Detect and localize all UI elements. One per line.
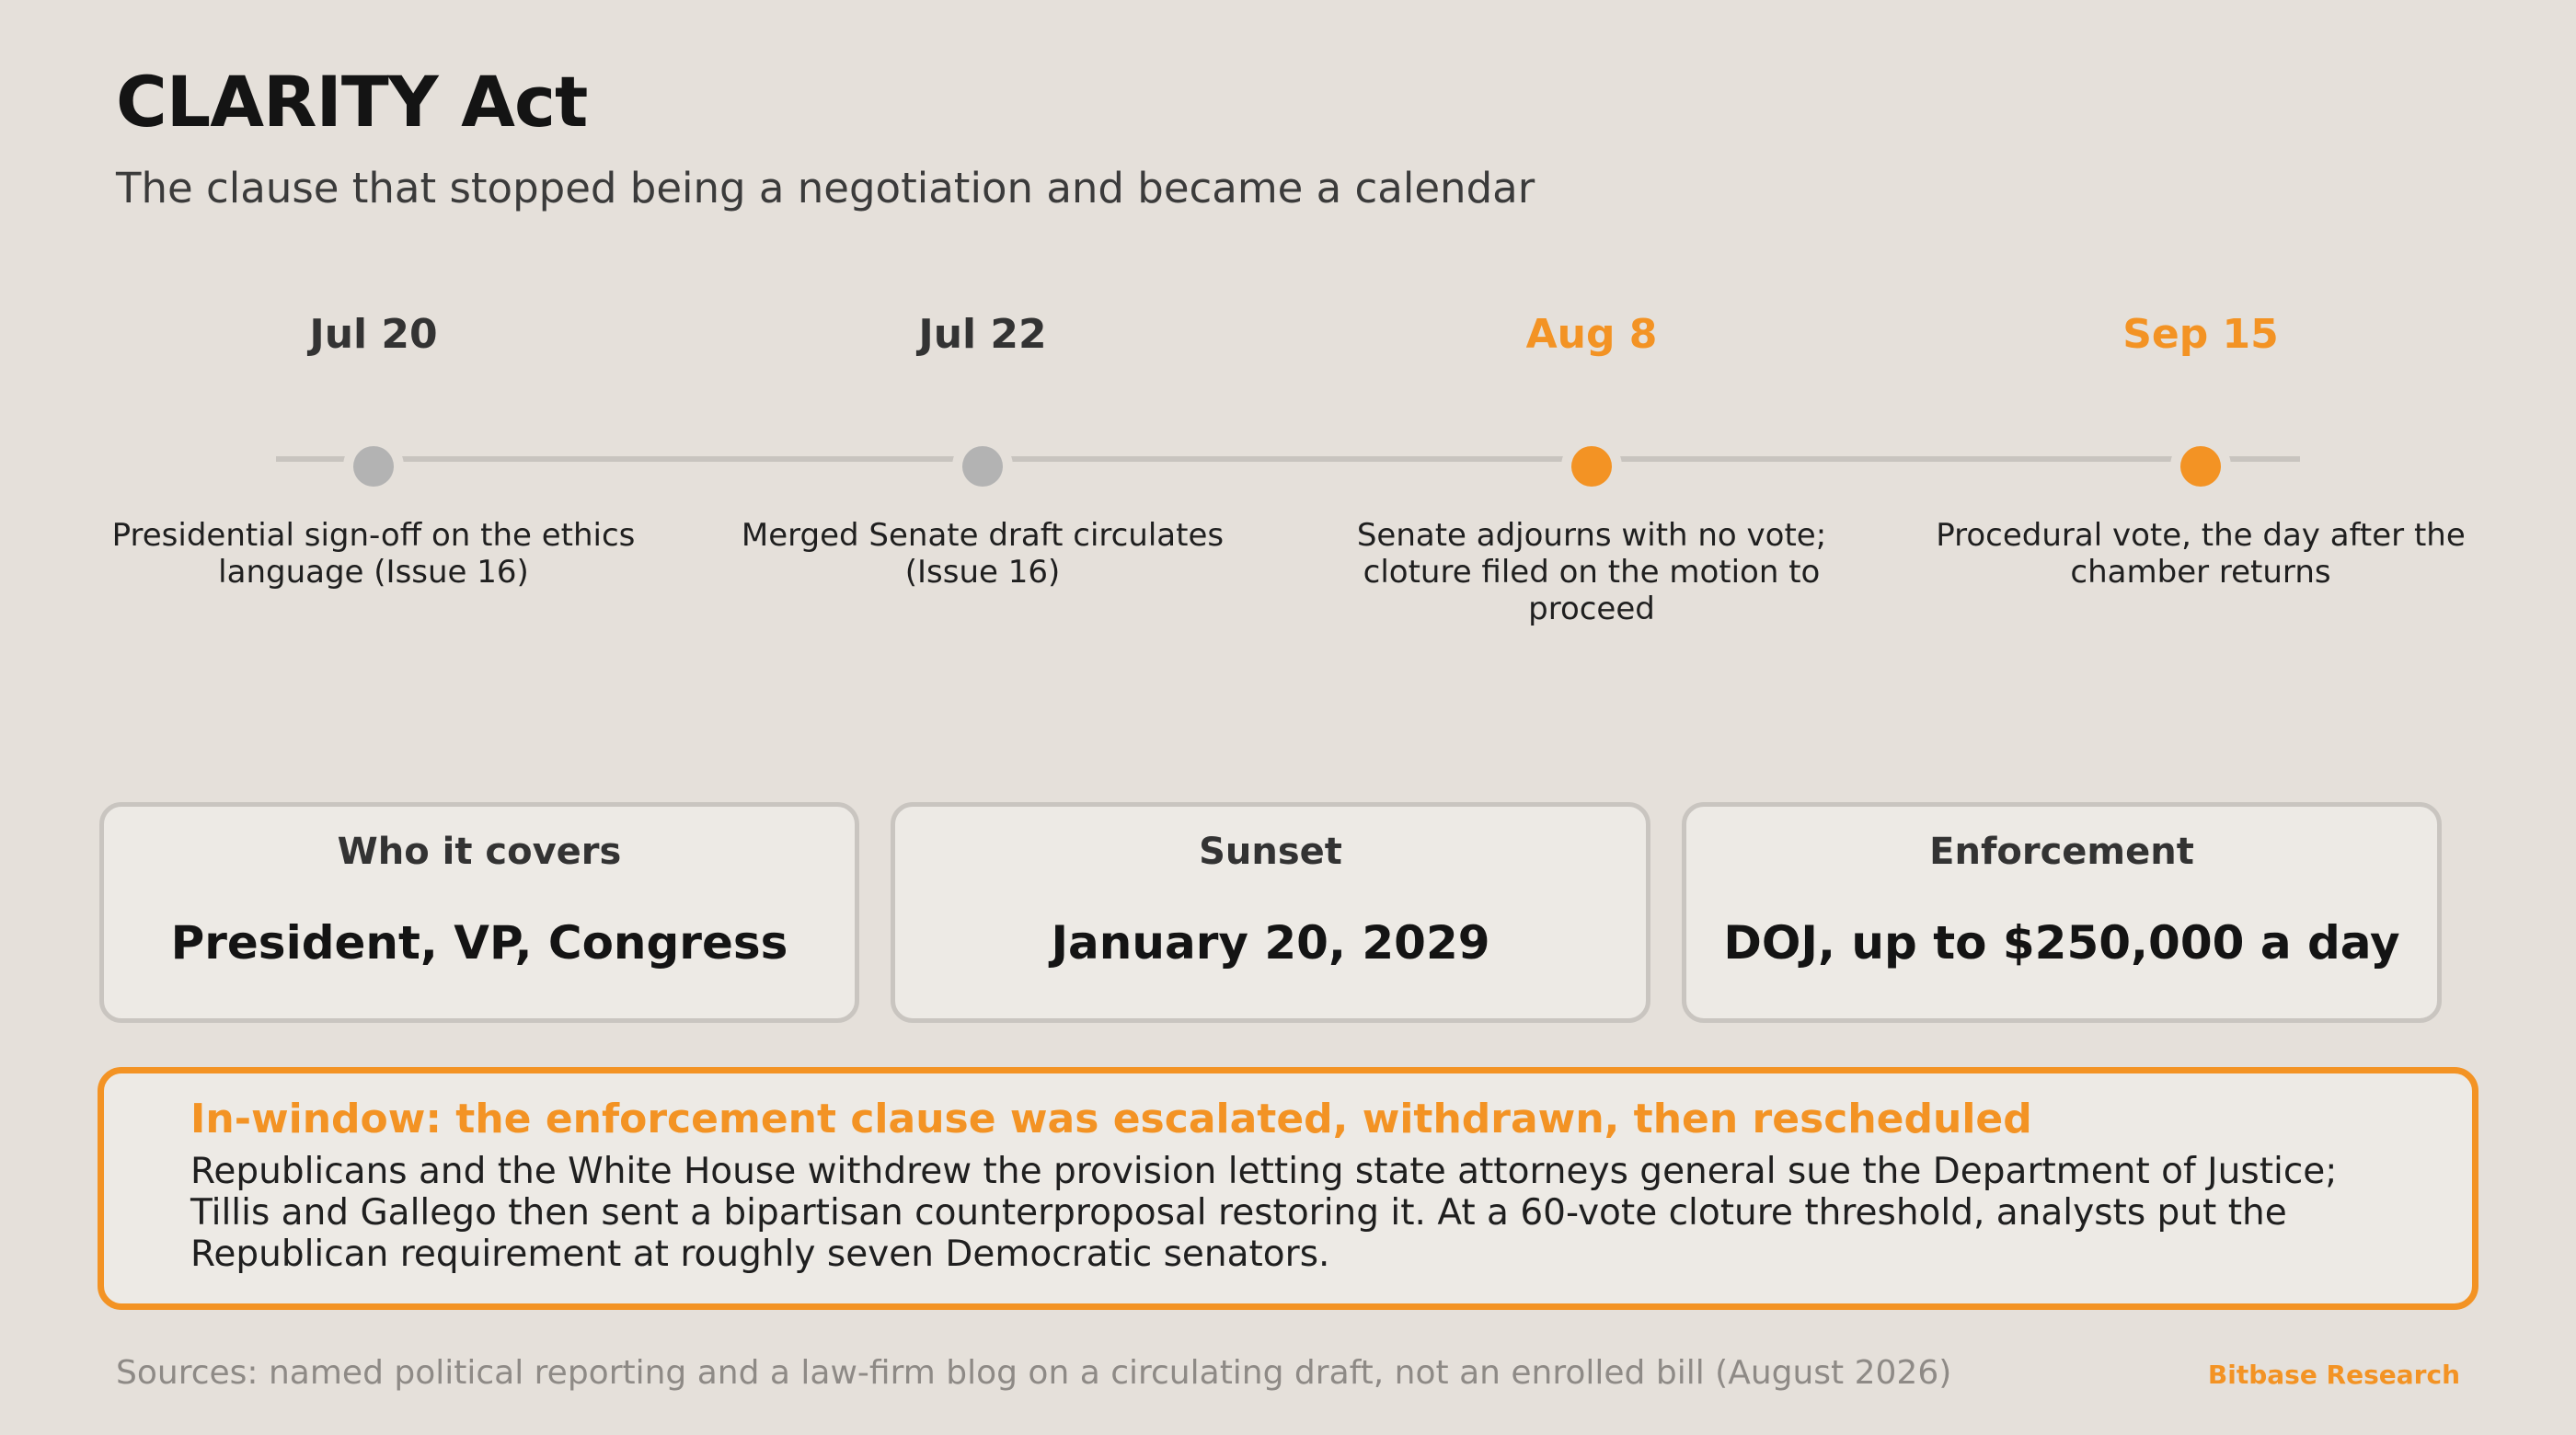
milestone-date: Sep 15 xyxy=(2122,311,2279,358)
milestone-description: Senate adjourns with no vote; cloture filed on the motion to proceed xyxy=(1356,517,1827,627)
milestone-date: Aug 8 xyxy=(1525,311,1658,358)
page-subtitle: The clause that stopped being a negotiation and became a calendar xyxy=(116,164,1535,212)
sources-note: Sources: named political reporting and a law-firm blog on a circulating draft, not an enrolled bill (August 2026) xyxy=(116,1354,1952,1392)
card-sunset xyxy=(891,802,1650,1023)
milestone-description: Merged Senate draft circulates (Issue 16) xyxy=(741,517,1225,591)
milestone-description: Procedural vote, the day after the chamber returns xyxy=(1936,517,2466,591)
card-value: January 20, 2029 xyxy=(1051,916,1490,970)
milestone-dot xyxy=(1571,446,1612,487)
timeline-line xyxy=(276,456,2300,462)
card-label: Enforcement xyxy=(1929,831,2194,873)
milestone-date: Jul 20 xyxy=(309,311,438,358)
brand-label: Bitbase Research xyxy=(2207,1360,2460,1390)
callout-heading: In-window: the enforcement clause was escalated, withdrawn, then rescheduled xyxy=(190,1096,2032,1142)
callout-body: Republicans and the White House withdrew the provision letting state attorneys general sue the Department of Justice; Tillis and Gallego then sent a bipartisan counterproposal restoring it. At a 60-vote cloture threshold, analysts put the Republican requirement at roughly seven Democratic senators. xyxy=(190,1151,2338,1275)
card-value: DOJ, up to $250,000 a day xyxy=(1723,916,2400,970)
milestone-dot xyxy=(353,446,394,487)
page-title: CLARITY Act xyxy=(116,61,588,143)
card-who-it-covers xyxy=(99,802,859,1023)
card-enforcement xyxy=(1682,802,2442,1023)
milestone-description: Presidential sign-off on the ethics language (Issue 16) xyxy=(111,517,636,591)
milestone-dot xyxy=(962,446,1003,487)
card-label: Sunset xyxy=(1199,831,1342,873)
card-label: Who it covers xyxy=(337,831,622,873)
milestone-dot xyxy=(2180,446,2221,487)
card-value: President, VP, Congress xyxy=(170,916,788,970)
callout-box xyxy=(98,1067,2478,1310)
milestone-date: Jul 22 xyxy=(918,311,1047,358)
